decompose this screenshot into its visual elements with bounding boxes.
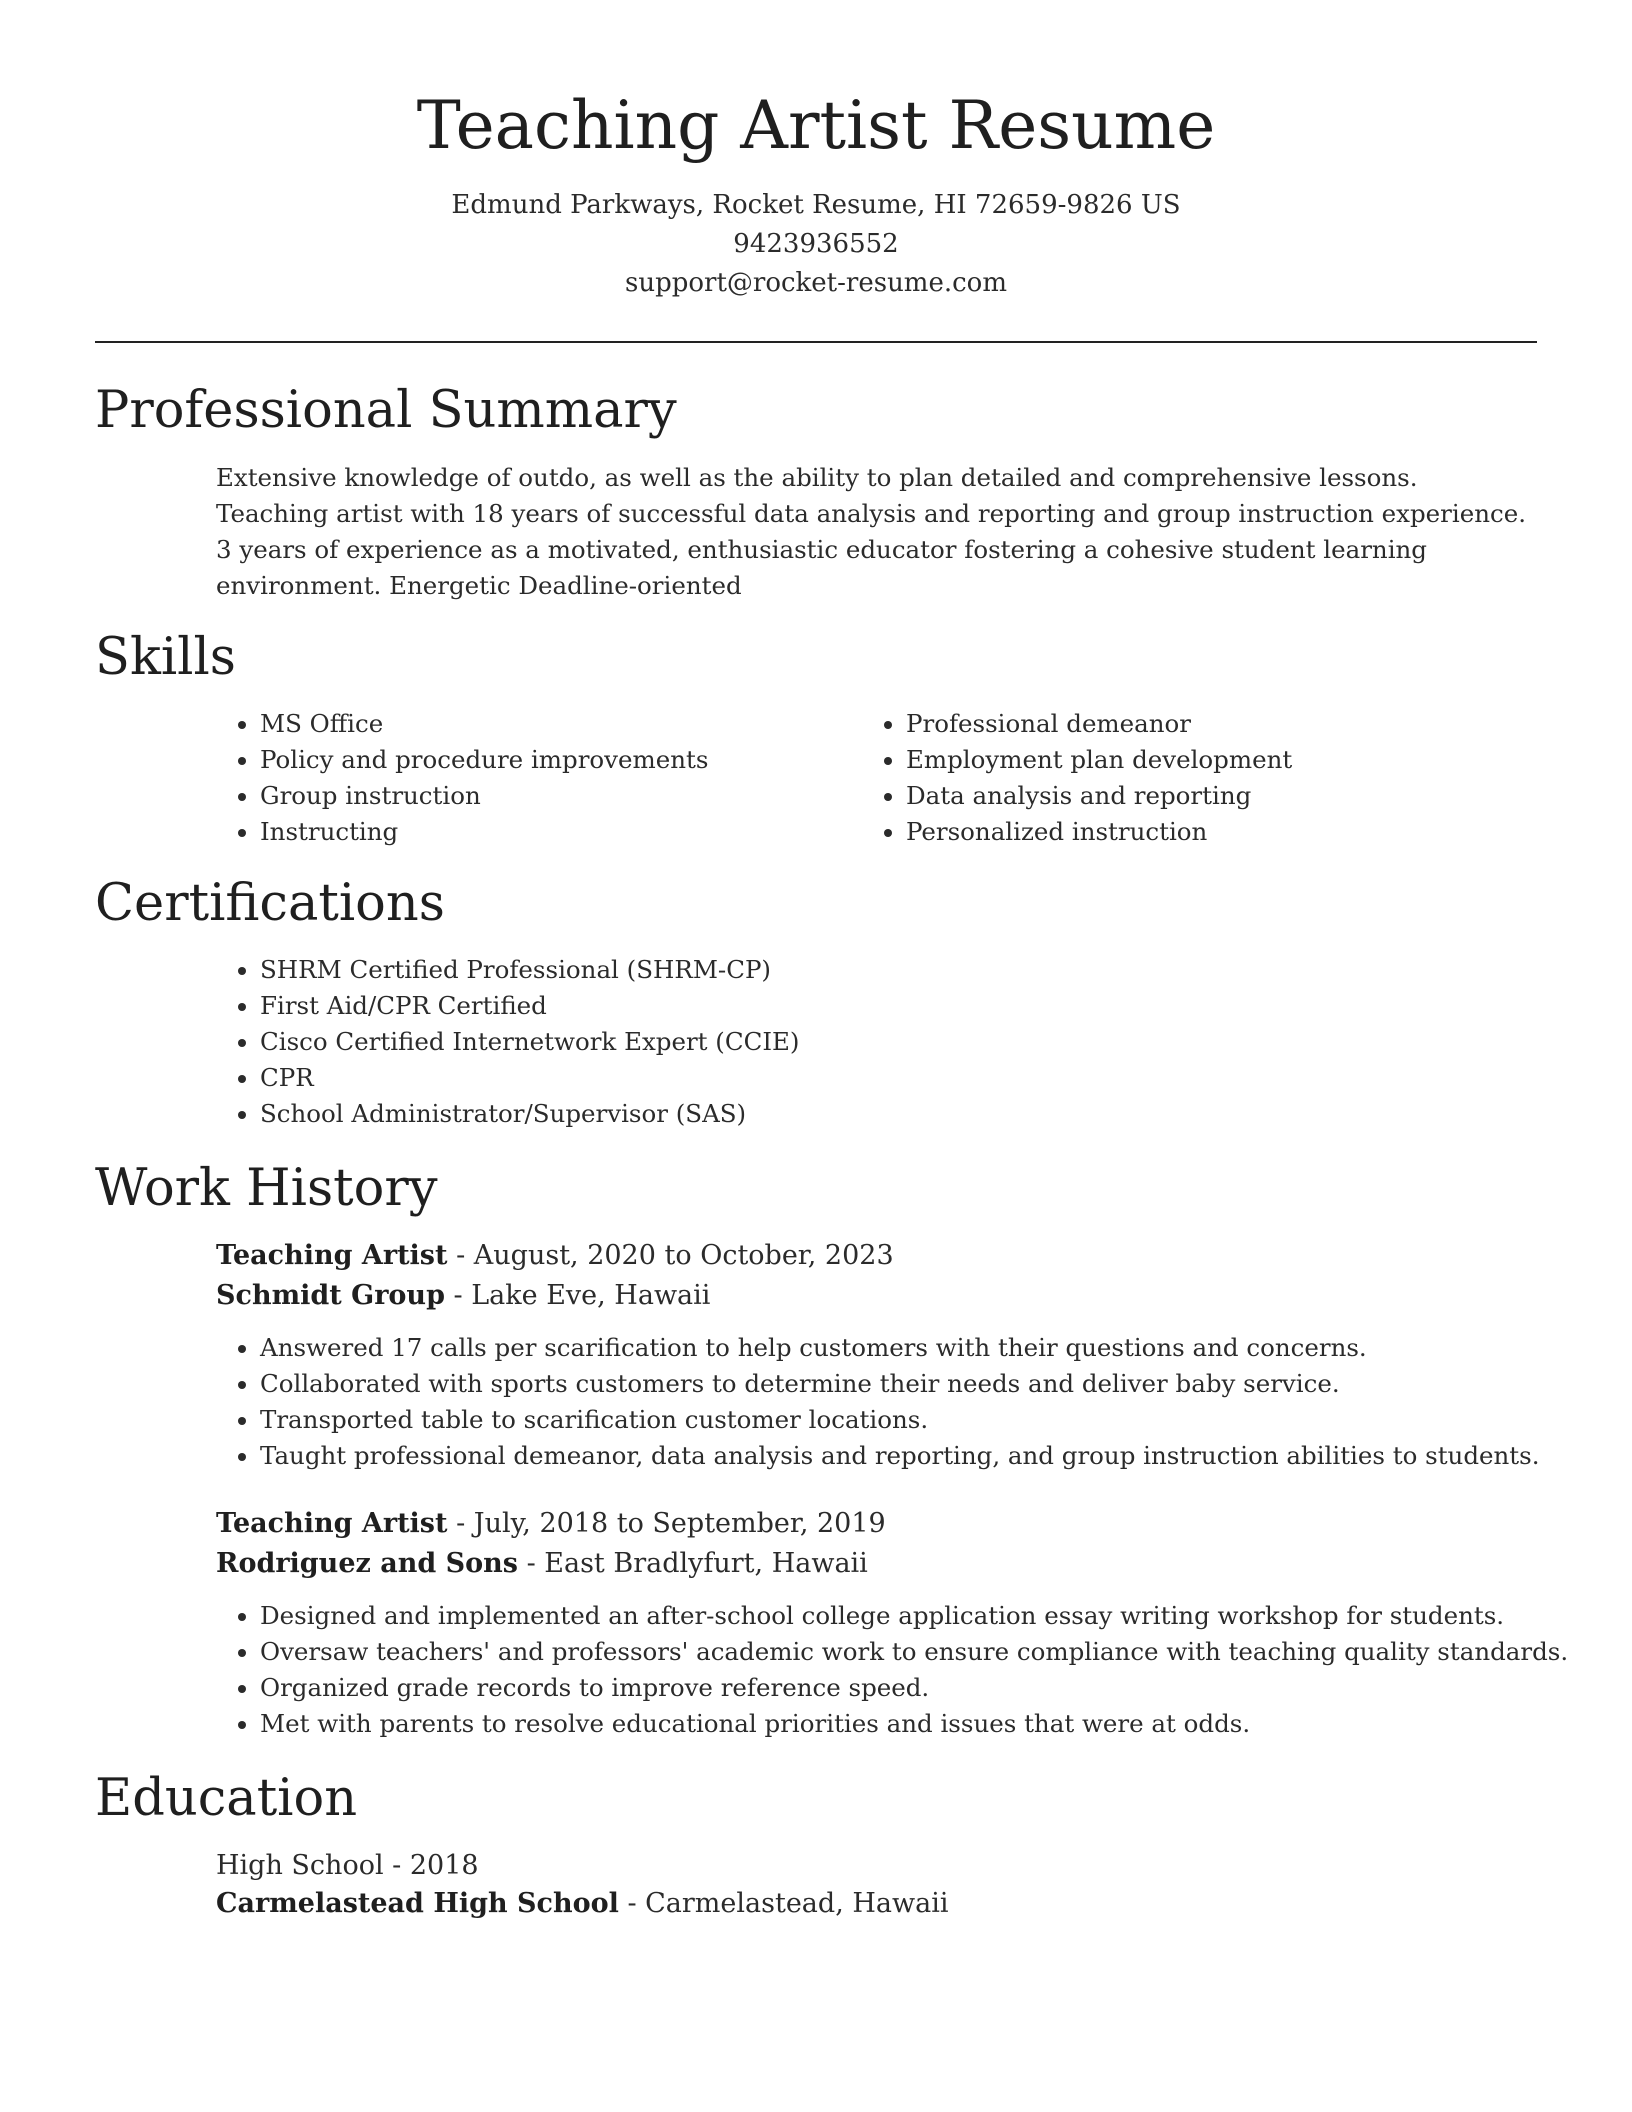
skill-item: • Employment plan development <box>906 742 1292 778</box>
education-school: Carmelastead High School <box>216 1888 619 1919</box>
job-bullet: • Designed and implemented an after-school college application essay writing workshop for students. <box>260 1598 1568 1634</box>
certifications-list <box>216 952 799 1132</box>
education-location: - Carmelastead, Hawaii <box>618 1888 949 1919</box>
skill-item: • Group instruction <box>260 778 708 814</box>
certification-item: • Cisco Certified Internetwork Expert (CCIE) <box>260 1024 799 1060</box>
summary-heading: Professional Summary <box>95 381 677 440</box>
job-bullet: • Oversaw teachers' and professors' academic work to ensure compliance with teaching quality standards. <box>260 1634 1568 1670</box>
job-1-dates: - August, 2020 to October, 2023 <box>447 1240 894 1271</box>
job-1-bullets <box>216 1330 1540 1474</box>
education-heading: Education <box>95 1769 358 1828</box>
certification-item: • SHRM Certified Professional (SHRM-CP) <box>260 952 799 988</box>
contact-address: Edmund Parkways, Rocket Resume, HI 72659-9826 US <box>451 190 1181 220</box>
skill-item: • Instructing <box>260 814 708 850</box>
skills-list-right <box>862 706 1292 850</box>
skill-item: • Personalized instruction <box>906 814 1292 850</box>
job-bullet: • Collaborated with sports customers to determine their needs and deliver baby service. <box>260 1366 1540 1402</box>
certification-item: • CPR <box>260 1060 799 1096</box>
job-1-company-line <box>216 1276 710 1316</box>
job-2-title: Teaching Artist <box>216 1508 448 1539</box>
skills-heading: Skills <box>95 628 236 687</box>
job-bullet: • Transported table to scarification customer locations. <box>260 1402 1540 1438</box>
certification-item: • First Aid/CPR Certified <box>260 988 799 1024</box>
job-1-title-line <box>216 1236 894 1276</box>
job-2-title-line <box>216 1504 886 1544</box>
contact-info <box>0 186 1632 303</box>
job-bullet: • Taught professional demeanor, data analysis and reporting, and group instruction abilities to students. <box>260 1438 1540 1474</box>
job-bullet: • Organized grade records to improve reference speed. <box>260 1670 1568 1706</box>
education-year: - 2018 <box>383 1850 479 1881</box>
job-2-bullets <box>216 1598 1568 1742</box>
education-degree-line <box>216 1846 479 1886</box>
job-2-location: - East Bradlyfurt, Hawaii <box>517 1548 868 1579</box>
certifications-heading: Certifications <box>95 874 445 933</box>
job-1-location: - Lake Eve, Hawaii <box>444 1280 711 1311</box>
summary-text: Extensive knowledge of outdo, as well as the ability to plan detailed and comprehensive lessons. Teaching artist with 18 years of successful data analysis and reporting and group instruction experience. 3 years of experience as a motivated, enthusiastic educator fostering a cohesive student learning environment. Energetic Deadline-oriented <box>216 463 1526 600</box>
work-history-heading: Work History <box>95 1159 438 1218</box>
job-2-company-line <box>216 1544 868 1584</box>
job-2-dates: - July, 2018 to September, 2019 <box>447 1508 886 1539</box>
contact-phone: 9423936552 <box>733 229 899 259</box>
job-1-company: Schmidt Group <box>216 1280 445 1311</box>
job-2-company: Rodriguez and Sons <box>216 1548 518 1579</box>
skill-item: • MS Office <box>260 706 708 742</box>
skill-item: • Data analysis and reporting <box>906 778 1292 814</box>
resume-title: Teaching Artist Resume <box>416 87 1216 164</box>
header-divider <box>95 341 1537 343</box>
job-1-title: Teaching Artist <box>216 1240 448 1271</box>
education-school-line <box>216 1884 948 1924</box>
contact-email: support@rocket-resume.com <box>624 268 1007 298</box>
skills-list-left <box>216 706 708 850</box>
skill-item: • Professional demeanor <box>906 706 1292 742</box>
resume-header <box>0 82 1632 303</box>
certification-item: • School Administrator/Supervisor (SAS) <box>260 1096 799 1132</box>
education-degree: High School <box>216 1850 384 1881</box>
skill-item: • Policy and procedure improvements <box>260 742 708 778</box>
job-bullet: • Answered 17 calls per scarification to help customers with their questions and concerns. <box>260 1330 1540 1366</box>
job-bullet: • Met with parents to resolve educational priorities and issues that were at odds. <box>260 1706 1568 1742</box>
